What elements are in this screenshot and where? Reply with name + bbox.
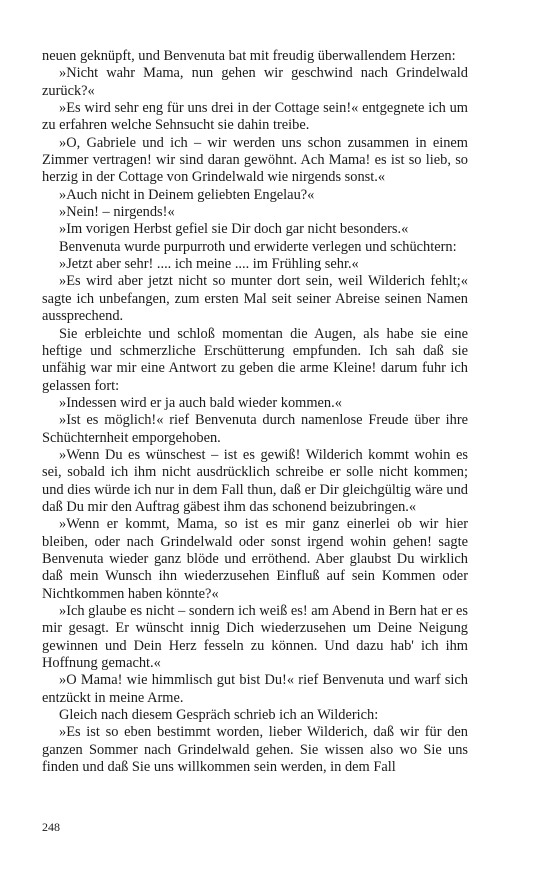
paragraph: »O, Gabriele und ich – wir werden uns schon zusammen in einem Zimmer vertragen! wir sind daran gewöhnt. Ach Mama! es ist so lieb, so herzig in der Cottage von Grindelwald wie nirgends sonst.« bbox=[42, 134, 468, 186]
paragraph: »Wenn Du es wünschest – ist es gewiß! Wilderich kommt wohin es sei, sobald ich ihm nicht ausdrücklich schreibe er solle nicht kommen; und dies würde ich nur in dem Fall thun, daß er Dir gleichgültig wäre und daß Du mir den Auftrag gäbest ihm das schonend beizubringen.« bbox=[42, 446, 468, 515]
paragraph: »Jetzt aber sehr! .... ich meine .... im Frühling sehr.« bbox=[59, 256, 359, 273]
paragraph: »Nicht wahr Mama, nun gehen wir geschwind nach Grindelwald zurück?« bbox=[42, 65, 468, 99]
paragraph: Gleich nach diesem Gespräch schrieb ich an Wilderich: bbox=[59, 707, 379, 724]
paragraph: »Ich glaube es nicht – sondern ich weiß es! am Abend in Bern hat er es mir gesagt. Er wünscht innig Dich wiederzusehen um Deine Neigung gewinnen und Dein Herz fesseln zu können. Und dazu hab' ich ihm Hoffnung gemacht.« bbox=[42, 603, 468, 672]
paragraph: »Nein! – nirgends!« bbox=[59, 204, 175, 221]
paragraph: »Es wird sehr eng für uns drei in der Cottage sein!« entgegnete ich um zu erfahren welche Sehnsucht sie dahin treibe. bbox=[42, 100, 468, 134]
paragraph: »Ist es möglich!« rief Benvenuta durch namenlose Freude über ihre Schüchternheit emporgehoben. bbox=[42, 412, 468, 446]
paragraph: »O Mama! wie himmlisch gut bist Du!« rief Benvenuta und warf sich entzückt in meine Arme. bbox=[42, 672, 468, 706]
paragraph: Benvenuta wurde purpurroth und erwiderte verlegen und schüchtern: bbox=[59, 238, 457, 255]
paragraph: »Wenn er kommt, Mama, so ist es mir ganz einerlei ob wir hier bleiben, oder nach Grindelwald oder sonst irgend wohin gehen! sagte Benvenuta wieder ganz blöde und erröthend. Aber glaubst Du wirklich daß mein Wunsch ihn wiederzusehen Einfluß auf sein Kommen oder Nichtkommen haben könnte?« bbox=[42, 516, 468, 602]
paragraph: »Es ist so eben bestimmt worden, lieber Wilderich, daß wir für den ganzen Sommer nach Grindelwald gehen. Sie wissen also wo Sie uns finden und daß Sie uns willkommen sein werden, in dem Fall bbox=[42, 724, 468, 776]
paragraph: »Auch nicht in Deinem geliebten Engelau?« bbox=[59, 186, 315, 203]
body-text bbox=[42, 48, 468, 776]
paragraph: neuen geknüpft, und Benvenuta bat mit freudig überwallendem Herzen: bbox=[42, 48, 456, 64]
paragraph: »Im vorigen Herbst gefiel sie Dir doch gar nicht besonders.« bbox=[59, 221, 409, 238]
paragraph: »Indessen wird er ja auch bald wieder kommen.« bbox=[59, 394, 342, 411]
page-number: 248 bbox=[42, 820, 60, 834]
paragraph: »Es wird aber jetzt nicht so munter dort sein, weil Wilderich fehlt;« sagte ich unbefangen, zum ersten Mal seit seiner Abreise seinen Namen aussprechend. bbox=[42, 273, 468, 325]
paragraph: Sie erbleichte und schloß momentan die Augen, als habe sie eine heftige und schmerzliche Erschütterung empfunden. Ich sah daß sie unfähig war mir eine Antwort zu geben die arme Kleine! darum fuhr ich gelassen fort: bbox=[42, 325, 468, 394]
